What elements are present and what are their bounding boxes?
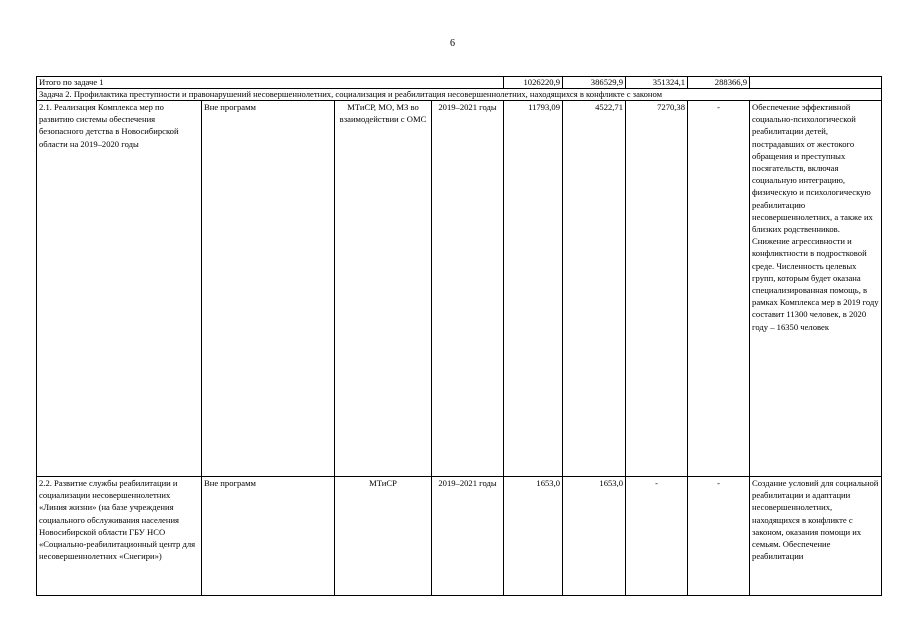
measure-name: 2.1. Реализация Комплекса мер по развитию системы обеспечения безопасного детства в Новосибирской области на 2019–2020 годы	[37, 101, 202, 477]
expected-result-cell: Обеспечение эффективной социально-психологической реабилитации детей, пострадавших от жестокого обращения и преступных посягательств, включая социальную интеграцию, физическую и психологическую реабилитацию несовершеннолетних, а также их близких родственников. Снижение агрессивности и конфликтности в подростковой среде. Численность целевых групп, которым будет оказана специализированная помощь, в рамках Комплекса мер в 2019 году составит 11300 человек, в 2020 году – 16350 человек	[750, 101, 882, 477]
total-label: Итого по задаче 1	[37, 77, 504, 89]
year-2021-cell: -	[688, 101, 750, 477]
total-cell: 11793,09	[504, 101, 563, 477]
period-cell: 2019–2021 годы	[432, 477, 504, 596]
total-row	[37, 77, 882, 89]
page-number: 6	[450, 38, 455, 49]
total-value: 386529,9	[563, 77, 626, 89]
total-value: 1026220,9	[504, 77, 563, 89]
measures-table	[36, 76, 882, 596]
year-2019-cell: 4522,71	[563, 101, 626, 477]
table-row	[37, 101, 882, 477]
measure-name: 2.2. Развитие службы реабилитации и социализации несовершеннолетних «Линия жизни» (на базе учреждения социального обслуживания населения Новосибирской области ГБУ НСО «Социально-реабилитационный центр для несовершеннолетних «Снегири»)	[37, 477, 202, 596]
total-value: 288366,9	[688, 77, 750, 89]
expected-result-cell: Создание условий для социальной реабилитации и адаптации несовершеннолетних, находящихся в конфликте с законом, оказания помощи их семьям. Обеспечение реабилитации	[750, 477, 882, 596]
task-header-row	[37, 89, 882, 101]
year-2021-cell: -	[688, 477, 750, 596]
total-cell: 1653,0	[504, 477, 563, 596]
year-2020-cell: 7270,38	[626, 101, 688, 477]
total-value: 351324,1	[626, 77, 688, 89]
program-cell: Вне программ	[202, 101, 335, 477]
executors-cell: МТиСР	[335, 477, 432, 596]
table-row	[37, 477, 882, 596]
program-cell: Вне программ	[202, 477, 335, 596]
year-2019-cell: 1653,0	[563, 477, 626, 596]
year-2020-cell: -	[626, 477, 688, 596]
total-empty-cell	[750, 77, 882, 89]
task-header: Задача 2. Профилактика преступности и правонарушений несовершеннолетних, социализация и реабилитация несовершеннолетних, находящихся в конфликте с законом	[37, 89, 882, 101]
executors-cell: МТиСР, МО, МЗ во взаимодействии с ОМС	[335, 101, 432, 477]
period-cell: 2019–2021 годы	[432, 101, 504, 477]
